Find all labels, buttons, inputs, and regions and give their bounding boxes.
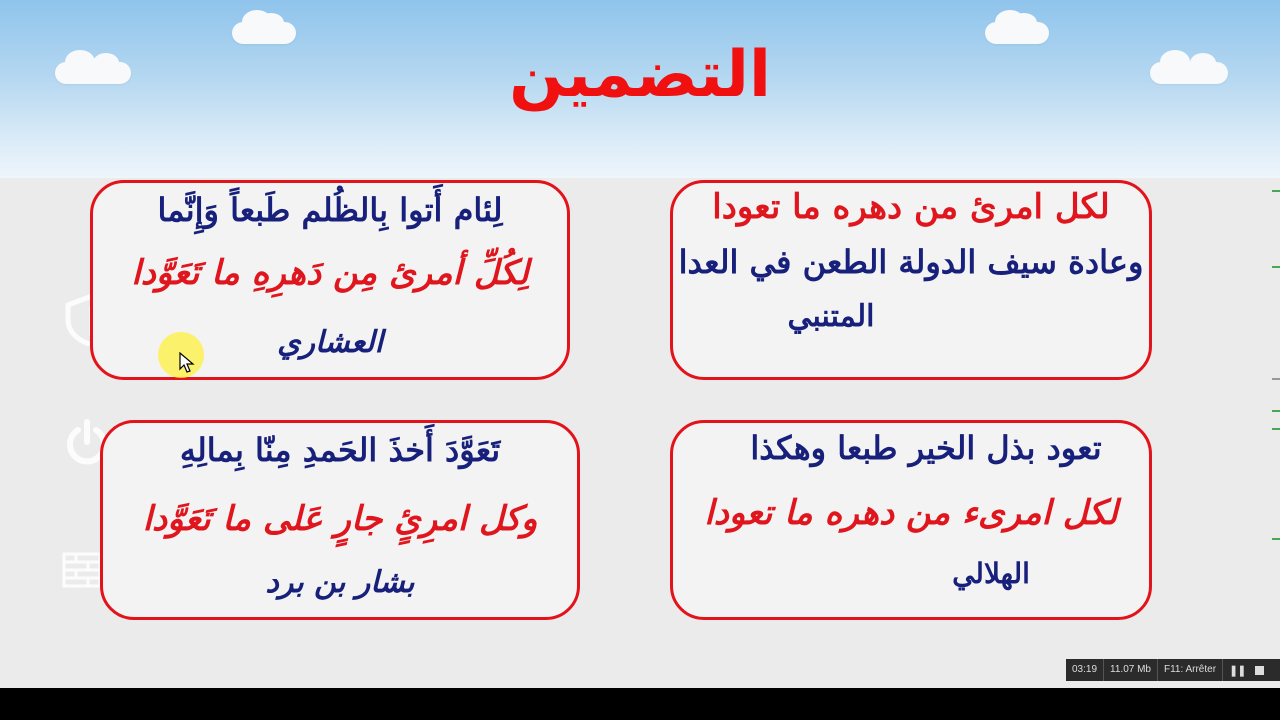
verse-line-red: لِكُلِّ أمرئ مِن دَهرِهِ ما تَعَوَّدا bbox=[131, 253, 529, 293]
verse-card-bashar bbox=[100, 420, 580, 620]
poet-name: العشاري bbox=[277, 325, 383, 360]
poet-name: الهلالي bbox=[952, 557, 1030, 590]
verse-line: وعادة سيف الدولة الطعن في العدا bbox=[678, 243, 1144, 281]
mouse-pointer-icon bbox=[179, 352, 195, 374]
verse-line: تعود بذل الخير طبعا وهكذا bbox=[750, 429, 1102, 467]
verse-card-hilali bbox=[670, 420, 1152, 620]
verse-line-red: لكل امرئ من دهره ما تعودا bbox=[712, 187, 1110, 227]
verse-line: لِئام أَتوا بِالظُلم طَبعاً وَإِنَّما bbox=[157, 191, 503, 229]
sky-header bbox=[0, 0, 1280, 178]
pause-icon[interactable]: ❚❚ bbox=[1229, 664, 1246, 677]
verse-line-red: وكل امرِئٍ جارٍ عَلى ما تَعَوَّدا bbox=[142, 499, 538, 539]
recording-time: 03:19 bbox=[1066, 659, 1104, 681]
brick-wall-icon bbox=[62, 550, 102, 594]
poet-name: المتنبي bbox=[787, 299, 875, 334]
stop-hint[interactable]: F11: Arrêter bbox=[1158, 659, 1223, 681]
verse-card-mutanabbi bbox=[670, 180, 1152, 380]
verse-line-red: لكل امرىء من دهره ما تعودا bbox=[704, 493, 1118, 533]
stop-icon[interactable] bbox=[1255, 666, 1264, 675]
verse-line: تَعَوَّدَ أَخذَ الحَمدِ مِنّا بِمالِهِ bbox=[179, 431, 501, 469]
recorder-toolbar bbox=[1066, 659, 1280, 681]
edge-decoration bbox=[1272, 178, 1280, 598]
poet-name: بشار بن برد bbox=[265, 565, 415, 600]
recording-size: 11.07 Mb bbox=[1104, 659, 1158, 681]
slide-title: التضمين bbox=[509, 38, 771, 112]
